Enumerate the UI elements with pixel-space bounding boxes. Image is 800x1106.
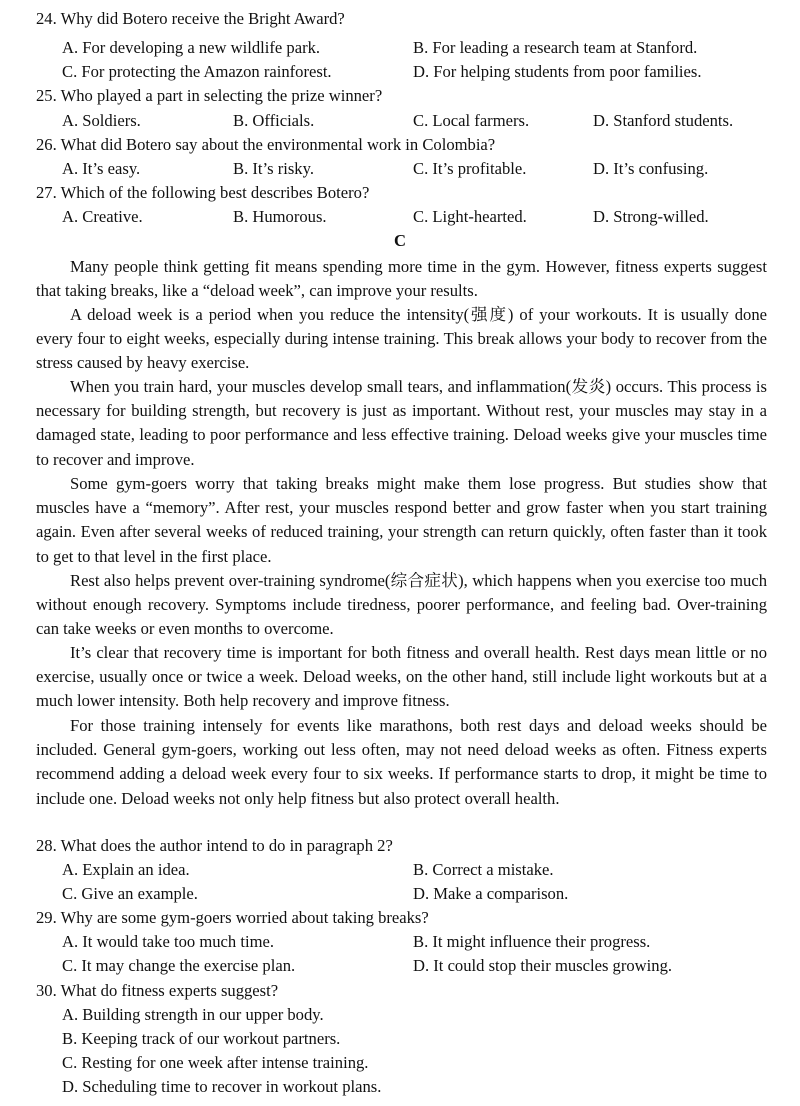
question-27-option-b[interactable]: B. Humorous. — [233, 207, 327, 226]
question-28-option-c[interactable]: C. Give an example. — [62, 884, 198, 903]
question-29-option-d[interactable]: D. It could stop their muscles growing. — [413, 956, 673, 975]
question-28-option-a[interactable]: A. Explain an idea. — [62, 860, 190, 879]
question-24-option-b[interactable]: B. For leading a research team at Stanford. — [413, 38, 698, 57]
passage-paragraph-5: Rest also helps prevent over-training syndrome(综合症状), which happens when you exercise too much without enough recovery. Symptoms include tiredness, poorer performance, and feeling bad. Over-training can take weeks or even months to overcome. — [36, 571, 767, 639]
passage-paragraph-4: Some gym-goers worry that taking breaks might make them lose progress. But studies show that muscles have a “memory”. After rest, your muscles respond better and grow faster when you start training again. Even after several weeks of reduced training, your strength can return quickly, often faster than it took to get to that level in the first place. — [36, 474, 767, 566]
passage-paragraph-1: Many people think getting fit means spending more time in the gym. However, fitness experts suggest that taking breaks, like a “deload week”, can improve your results. — [36, 257, 767, 301]
question-29-option-c[interactable]: C. It may change the exercise plan. — [62, 956, 296, 975]
question-25-option-c[interactable]: C. Local farmers. — [413, 111, 530, 130]
passage-paragraph-2: A deload week is a period when you reduce the intensity(强度) of your workouts. It is usually done every four to eight weeks, especially during intense training. This break allows your body to recover from the stress caused by heavy exercise. — [36, 305, 767, 373]
question-27-option-c[interactable]: C. Light-hearted. — [413, 207, 527, 226]
question-29-option-a[interactable]: A. It would take too much time. — [62, 932, 274, 951]
question-27-stem: 27. Which of the following best describes Botero? — [36, 183, 370, 202]
passage-paragraph-6: It’s clear that recovery time is important for both fitness and overall health. Rest days mean little or no exercise, usually once or twice a week. Deload weeks, on the other hand, still include light workouts but at a much lower intensity. Both help recovery and improve fitness. — [36, 643, 767, 711]
question-30-option-d[interactable]: D. Scheduling time to recover in workout plans. — [62, 1077, 382, 1096]
passage-paragraph-3: When you train hard, your muscles develop small tears, and inflammation(发炎) occurs. This process is necessary for building strength, but recovery is just as important. Without rest, your muscles may stay in a damaged state, leading to poor performance and less effective training. Deload weeks give your muscles time to recover and improve. — [36, 377, 767, 469]
section-heading: C — [394, 231, 406, 250]
question-26-option-a[interactable]: A. It’s easy. — [62, 159, 141, 178]
question-29-stem: 29. Why are some gym-goers worried about taking breaks? — [36, 908, 429, 927]
question-24-option-d[interactable]: D. For helping students from poor families. — [413, 62, 702, 81]
question-25-option-a[interactable]: A. Soldiers. — [62, 111, 141, 130]
question-27-option-a[interactable]: A. Creative. — [62, 207, 143, 226]
question-28-option-d[interactable]: D. Make a comparison. — [413, 884, 569, 903]
question-30-option-a[interactable]: A. Building strength in our upper body. — [62, 1005, 324, 1024]
question-28-option-b[interactable]: B. Correct a mistake. — [413, 860, 554, 879]
question-24-stem: 24. Why did Botero receive the Bright Award? — [36, 9, 345, 28]
question-25-option-d[interactable]: D. Stanford students. — [593, 111, 734, 130]
question-27-option-d[interactable]: D. Strong-willed. — [593, 207, 709, 226]
question-25-option-b[interactable]: B. Officials. — [233, 111, 315, 130]
question-30-option-b[interactable]: B. Keeping track of our workout partners. — [62, 1029, 341, 1048]
question-30-option-c[interactable]: C. Resting for one week after intense training. — [62, 1053, 369, 1072]
passage-paragraph-7: For those training intensely for events like marathons, both rest days and deload weeks should be included. General gym-goers, working out less often, may not need deload weeks as often. Fitness experts recommend adding a deload week every four to six weeks. If performance starts to drop, it might be time to include one. Deload weeks not only help fitness but also protect overall health. — [36, 716, 767, 808]
question-26-option-c[interactable]: C. It’s profitable. — [413, 159, 527, 178]
question-28-stem: 28. What does the author intend to do in paragraph 2? — [36, 836, 393, 855]
question-25-stem: 25. Who played a part in selecting the prize winner? — [36, 86, 383, 105]
question-26-option-b[interactable]: B. It’s risky. — [233, 159, 314, 178]
question-24-option-c[interactable]: C. For protecting the Amazon rainforest. — [62, 62, 332, 81]
question-26-stem: 26. What did Botero say about the environmental work in Colombia? — [36, 135, 496, 154]
question-26-option-d[interactable]: D. It’s confusing. — [593, 159, 709, 178]
question-29-option-b[interactable]: B. It might influence their progress. — [413, 932, 651, 951]
question-24-option-a[interactable]: A. For developing a new wildlife park. — [62, 38, 321, 57]
question-30-stem: 30. What do fitness experts suggest? — [36, 981, 279, 1000]
